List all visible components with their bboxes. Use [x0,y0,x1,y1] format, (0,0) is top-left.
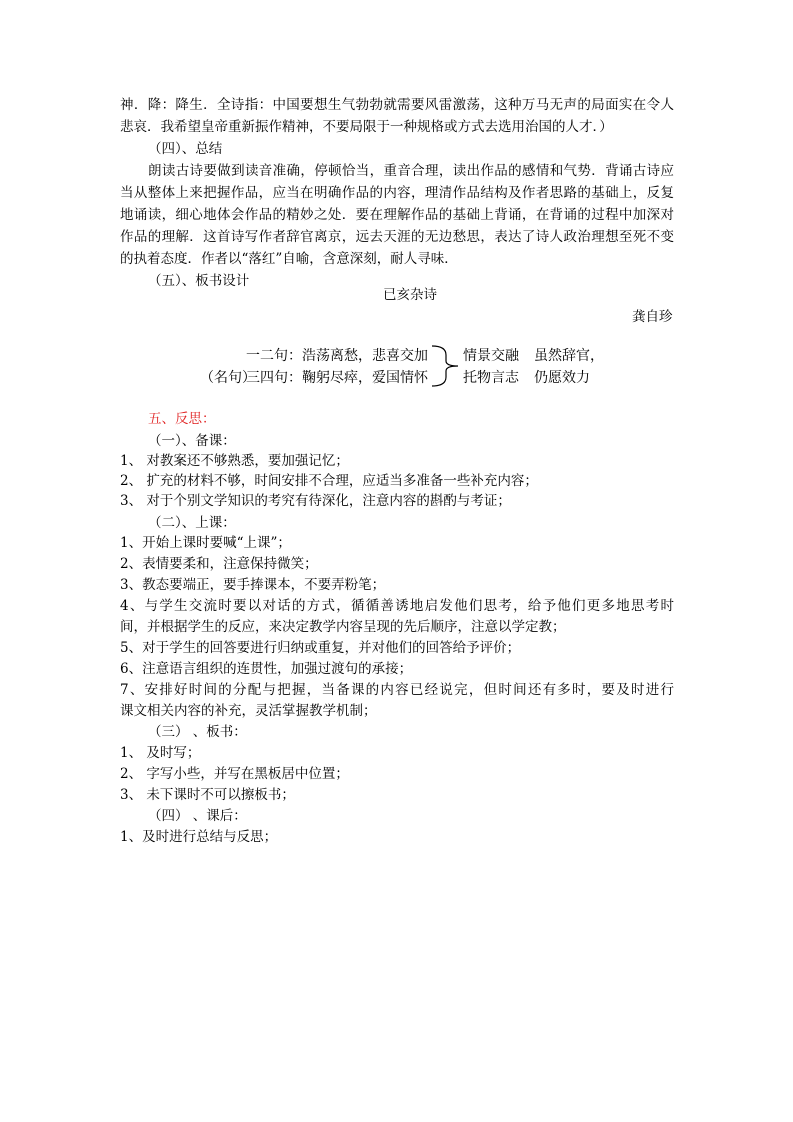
paragraph-line: 作品的理解．这首诗写作者辞官离京，远去天涯的无边愁思，表达了诗人政治理想至死不变 [120,229,674,245]
poem-title: 已亥杂诗 [383,287,437,303]
list-item: 3、 对于个别文学知识的考究有待深化，注意内容的斟酌与考证； [120,493,511,509]
paragraph-line: 悲哀．我希望皇帝重新振作精神，不要局限于一种规格或方式去选用治国的人才．） [120,119,613,135]
board-row1-text: 浩荡离愁，悲喜交加 [302,348,428,364]
list-item: 3、 未下课时不可以擦板书； [120,787,295,803]
paragraph-line: 朗读古诗要做到读音准确，停顿恰当，重音合理，读出作品的感情和气势．背诵古诗应 [148,163,674,179]
section-heading-summary: （四）、总结 [148,141,223,157]
paragraph-line: 的执着态度．作者以“落红”自喻，含意深刻，耐人寻味． [120,251,458,267]
board-row2-label: 三四句： [246,370,302,386]
list-item: 4、与学生交流时要以对话的方式，循循善诱地启发他们思考，给予他们更多地思考时 [120,598,674,614]
list-item: 1、开始上课时要喊“上课”； [120,535,291,551]
list-item: 3、教态要端正，要手捧课本，不要弄粉笔； [120,577,386,593]
board-mid2: 托物言志 [463,370,519,386]
list-item: 课文相关内容的补充，灵活掌握教学机制； [120,703,377,719]
board-right1: 虽然辞官， [534,348,604,364]
board-right2: 仍愿效力 [534,370,590,386]
list-item: 1、及时进行总结与反思； [120,829,278,845]
paragraph-line: 神．降：降生．全诗指：中国要想生气勃勃就需要风雷激荡，这种万马无声的局面实在令人 [120,97,674,113]
subsection-heading-prep: （一）、备课： [148,433,236,449]
paragraph-line: 当从整体上来把握作品，应当在明确作品的内容，理清作品结构及作者思路的基础上，反复 [120,185,674,201]
list-item: 2、 扩充的材料不够，时间安排不合理，应适当多准备一些补充内容； [120,473,538,489]
board-mid1: 情景交融 [463,348,519,364]
board-row1-label: 一二句： [246,348,302,364]
list-item: 2、表情要柔和，注意保持微笑； [120,556,318,572]
list-item: 2、 字写小些，并写在黑板居中位置； [120,766,349,782]
subsection-heading-board: （三） 、板书： [148,724,247,740]
subsection-heading-class: （二）、上课： [148,515,236,531]
section-heading-board-design: （五）、板书设计 [148,273,250,289]
list-item: 5、对于学生的回答要进行归纳或重复，并对他们的回答给予评价； [120,640,521,656]
list-item: 7、安排好时间的分配与把握，当备课的内容已经说完，但时间还有多时，要及时进行 [120,682,674,698]
right-brace-icon [430,344,462,388]
list-item: 1、 对教案还不够熟悉，要加强记忆； [120,453,349,469]
reflection-heading: 五、反思： [148,411,216,427]
paragraph-line: 地诵读，细心地体会作品的精妙之处．要在理解作品的基础上背诵，在背诵的过程中加深对 [120,207,674,223]
list-item: 6、注意语言组织的连贯性，加强过渡句的承接； [120,661,413,677]
subsection-heading-after: （四） 、课后： [148,808,247,824]
board-row2-prefix: （名句） [200,370,256,386]
list-item: 1、 及时写； [120,745,201,761]
poem-author: 龚自珍 [632,309,673,325]
board-row2-text: 鞠躬尽瘁，爱国情怀 [302,370,428,386]
list-item: 间，并根据学生的反应，来决定教学内容呈现的先后顺序，注意以学定教； [120,619,566,635]
